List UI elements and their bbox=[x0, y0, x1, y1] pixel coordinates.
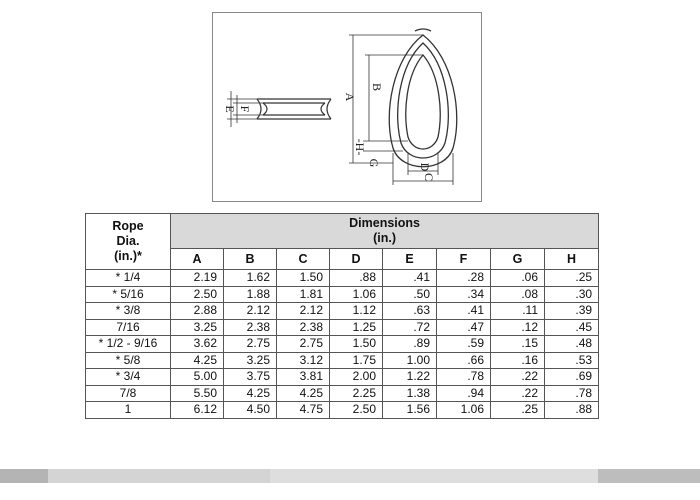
dimension-cell-d: 1.75 bbox=[330, 352, 383, 369]
dimension-cell-b: 3.25 bbox=[224, 352, 277, 369]
dimension-cell-c: 2.38 bbox=[277, 319, 330, 336]
column-header-d: D bbox=[330, 249, 383, 270]
dimension-cell-a: 6.12 bbox=[171, 402, 224, 419]
dimension-cell-b: 4.25 bbox=[224, 385, 277, 402]
dimension-cell-d: 1.12 bbox=[330, 303, 383, 320]
dimension-cell-c: 4.75 bbox=[277, 402, 330, 419]
rope-dia-header bbox=[86, 214, 171, 270]
dimension-cell-e: .50 bbox=[383, 286, 437, 303]
rope-size-cell: * 1/2 - 9/16 bbox=[86, 336, 171, 353]
table-row bbox=[86, 336, 599, 353]
column-header-e: E bbox=[383, 249, 437, 270]
dimension-cell-f: .28 bbox=[437, 270, 491, 287]
dimension-cell-f: .47 bbox=[437, 319, 491, 336]
front-dimension-lines bbox=[349, 35, 453, 185]
column-header-a: A bbox=[171, 249, 224, 270]
dimension-cell-g: .11 bbox=[491, 303, 545, 320]
dimension-cell-b: 1.62 bbox=[224, 270, 277, 287]
bottom-bar-segment-mid bbox=[270, 469, 598, 483]
dimension-cell-e: 1.56 bbox=[383, 402, 437, 419]
dimension-cell-e: 1.00 bbox=[383, 352, 437, 369]
rope-size-cell: * 5/8 bbox=[86, 352, 171, 369]
dimension-cell-e: .41 bbox=[383, 270, 437, 287]
rope-size-cell: 7/8 bbox=[86, 385, 171, 402]
table-row bbox=[86, 270, 599, 287]
dimension-cell-b: 3.75 bbox=[224, 369, 277, 386]
dim-label-e: E bbox=[223, 105, 237, 113]
table-row bbox=[86, 369, 599, 386]
rope-size-cell: * 3/8 bbox=[86, 303, 171, 320]
dim-label-f: F bbox=[238, 105, 252, 113]
dimension-cell-f: .41 bbox=[437, 303, 491, 320]
dim-label-b: B bbox=[370, 82, 384, 92]
dimension-cell-d: 1.25 bbox=[330, 319, 383, 336]
dimension-cell-g: .16 bbox=[491, 352, 545, 369]
dim-label-d: D bbox=[418, 162, 432, 172]
dimensions-header bbox=[171, 214, 599, 249]
bottom-bar-segment-right bbox=[598, 469, 700, 483]
table-row bbox=[86, 286, 599, 303]
dimension-cell-h: .48 bbox=[545, 336, 599, 353]
dimension-cell-e: .72 bbox=[383, 319, 437, 336]
dimension-cell-d: 1.50 bbox=[330, 336, 383, 353]
dimension-cell-a: 2.19 bbox=[171, 270, 224, 287]
dimension-cell-c: 3.81 bbox=[277, 369, 330, 386]
dimension-cell-a: 4.25 bbox=[171, 352, 224, 369]
dimension-cell-g: .22 bbox=[491, 385, 545, 402]
dimension-cell-c: 1.50 bbox=[277, 270, 330, 287]
dimension-cell-f: .94 bbox=[437, 385, 491, 402]
thimble-front-view bbox=[389, 29, 457, 167]
dimension-cell-f: .59 bbox=[437, 336, 491, 353]
dimension-cell-f: .34 bbox=[437, 286, 491, 303]
dimensions-header-line-2: (in.) bbox=[373, 231, 397, 245]
rope-size-cell: 1 bbox=[86, 402, 171, 419]
dimension-cell-f: 1.06 bbox=[437, 402, 491, 419]
dimension-cell-g: .15 bbox=[491, 336, 545, 353]
rope-size-cell: * 1/4 bbox=[86, 270, 171, 287]
dimension-cell-c: 4.25 bbox=[277, 385, 330, 402]
dimension-cell-b: 2.38 bbox=[224, 319, 277, 336]
rope-size-cell: * 3/4 bbox=[86, 369, 171, 386]
dimension-cell-b: 2.75 bbox=[224, 336, 277, 353]
dimension-cell-h: .25 bbox=[545, 270, 599, 287]
rope-header-line-3: (in.)* bbox=[114, 249, 142, 263]
dimensions-header-line-1: Dimensions bbox=[349, 216, 420, 230]
dimension-cell-c: 3.12 bbox=[277, 352, 330, 369]
rope-header-line-2: Dia. bbox=[116, 234, 140, 248]
table-row bbox=[86, 385, 599, 402]
bottom-bar-segment-mid-left bbox=[48, 469, 270, 483]
dimension-cell-d: 2.25 bbox=[330, 385, 383, 402]
dimension-cell-a: 2.88 bbox=[171, 303, 224, 320]
dimension-cell-c: 1.81 bbox=[277, 286, 330, 303]
dimension-cell-a: 2.50 bbox=[171, 286, 224, 303]
dim-label-a: A bbox=[343, 92, 357, 102]
dimension-cell-h: .30 bbox=[545, 286, 599, 303]
dimension-cell-a: 5.00 bbox=[171, 369, 224, 386]
table-row bbox=[86, 303, 599, 320]
dimension-cell-f: .66 bbox=[437, 352, 491, 369]
thimble-drawing bbox=[213, 13, 483, 203]
column-header-f: F bbox=[437, 249, 491, 270]
table-row bbox=[86, 319, 599, 336]
bottom-bar-segment-left bbox=[0, 469, 48, 483]
dim-label-c: C bbox=[422, 172, 436, 182]
dimension-cell-g: .06 bbox=[491, 270, 545, 287]
dimension-cell-g: .08 bbox=[491, 286, 545, 303]
column-header-b: B bbox=[224, 249, 277, 270]
dimension-cell-c: 2.12 bbox=[277, 303, 330, 320]
table-row bbox=[86, 402, 599, 419]
dimension-cell-b: 2.12 bbox=[224, 303, 277, 320]
column-header-h: H bbox=[545, 249, 599, 270]
dimension-cell-d: 2.50 bbox=[330, 402, 383, 419]
dimensions-table bbox=[85, 213, 599, 419]
dimension-cell-e: 1.22 bbox=[383, 369, 437, 386]
dimension-cell-e: .89 bbox=[383, 336, 437, 353]
dimension-cell-g: .12 bbox=[491, 319, 545, 336]
dimension-cell-a: 5.50 bbox=[171, 385, 224, 402]
rope-size-cell: * 5/16 bbox=[86, 286, 171, 303]
dimension-cell-c: 2.75 bbox=[277, 336, 330, 353]
rope-size-cell: 7/16 bbox=[86, 319, 171, 336]
dimension-cell-b: 4.50 bbox=[224, 402, 277, 419]
dimension-cell-f: .78 bbox=[437, 369, 491, 386]
rope-header-line-1: Rope bbox=[112, 219, 144, 233]
thimble-side-profile bbox=[257, 99, 331, 119]
dimension-cell-h: .45 bbox=[545, 319, 599, 336]
dimension-cell-b: 1.88 bbox=[224, 286, 277, 303]
bottom-bar bbox=[0, 469, 700, 483]
dimension-cell-h: .39 bbox=[545, 303, 599, 320]
dimension-cell-a: 3.62 bbox=[171, 336, 224, 353]
dimension-cell-e: 1.38 bbox=[383, 385, 437, 402]
dimension-cell-h: .78 bbox=[545, 385, 599, 402]
table-header-row bbox=[86, 214, 599, 249]
dimension-cell-h: .69 bbox=[545, 369, 599, 386]
dimension-cell-d: .88 bbox=[330, 270, 383, 287]
dimension-cell-h: .88 bbox=[545, 402, 599, 419]
dimension-cell-d: 2.00 bbox=[330, 369, 383, 386]
dimension-cell-d: 1.06 bbox=[330, 286, 383, 303]
thimble-diagram bbox=[212, 12, 482, 202]
dimension-cell-e: .63 bbox=[383, 303, 437, 320]
dimension-cell-g: .25 bbox=[491, 402, 545, 419]
dimension-cell-h: .53 bbox=[545, 352, 599, 369]
column-header-c: C bbox=[277, 249, 330, 270]
dimension-cell-a: 3.25 bbox=[171, 319, 224, 336]
table-row bbox=[86, 352, 599, 369]
dim-label-h: -H- bbox=[353, 138, 367, 156]
column-header-g: G bbox=[491, 249, 545, 270]
dimension-cell-g: .22 bbox=[491, 369, 545, 386]
table-body bbox=[86, 270, 599, 419]
dim-label-g: G bbox=[367, 158, 381, 168]
